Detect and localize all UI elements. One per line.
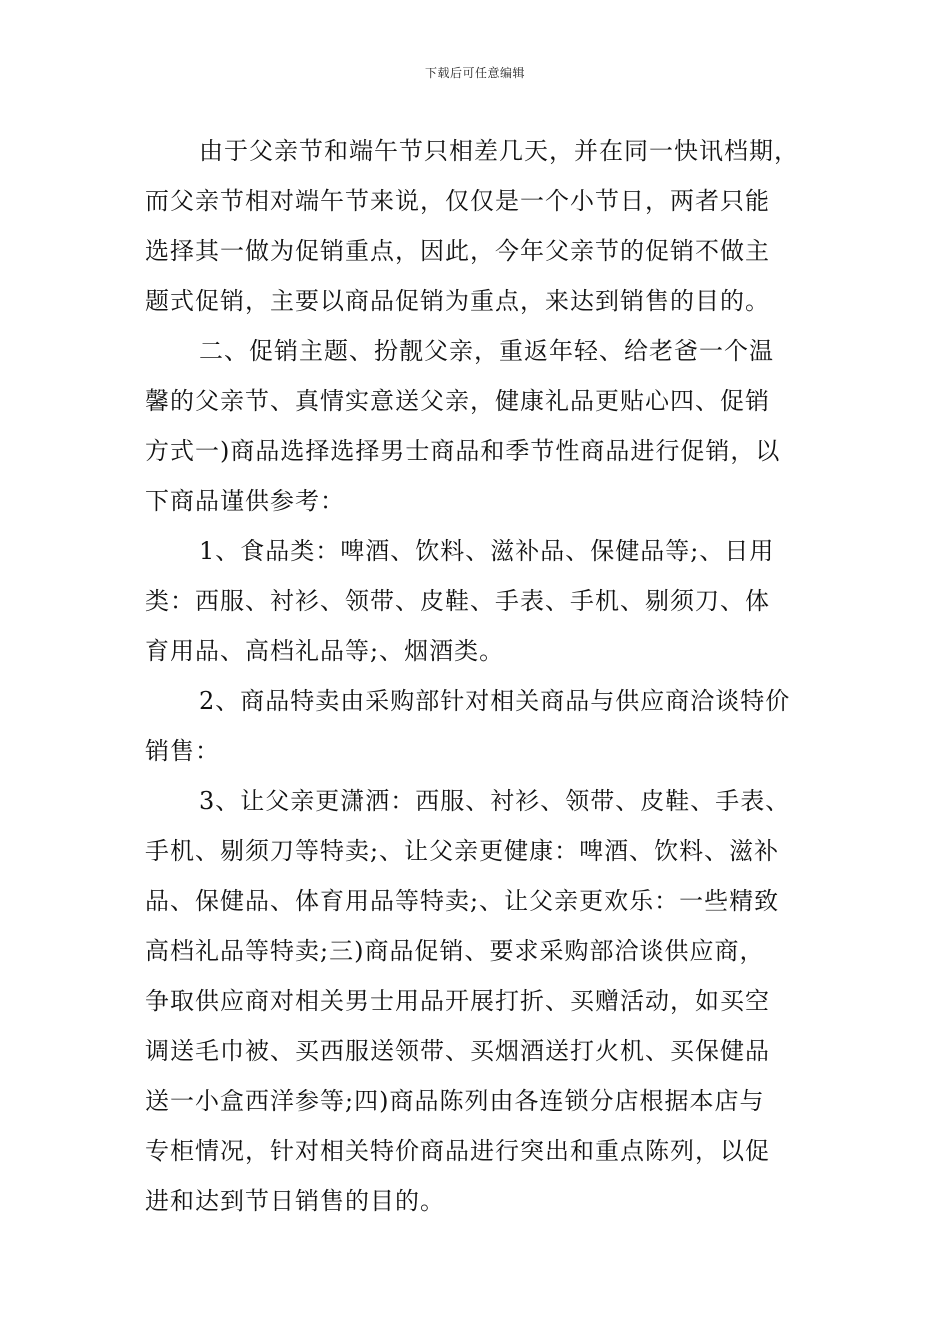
paragraph-line: 而父亲节相对端午节来说，仅仅是一个小节日，两者只能 bbox=[145, 187, 770, 215]
paragraph-line: 类：西服、衬衫、领带、皮鞋、手表、手机、剔须刀、体 bbox=[145, 587, 770, 615]
paragraph-line: 2、商品特卖由采购部针对相关商品与供应商洽谈特价 bbox=[199, 687, 791, 715]
document-body bbox=[145, 126, 811, 1226]
paragraph-line: 3、让父亲更潇洒：西服、衬衫、领带、皮鞋、手表、 bbox=[199, 787, 791, 815]
paragraph-line: 争取供应商对相关男士用品开展打折、买赠活动，如买空 bbox=[145, 987, 770, 1015]
paragraph-line: 馨的父亲节、真情实意送父亲，健康礼品更贴心四、促销 bbox=[145, 387, 770, 415]
paragraph-line: 下商品谨供参考： bbox=[145, 487, 345, 515]
page-header: 下载后可任意编辑 bbox=[424, 66, 525, 80]
paragraph-line: 销售： bbox=[145, 737, 220, 765]
paragraph-line: 调送毛巾被、买西服送领带、买烟酒送打火机、买保健品 bbox=[145, 1037, 770, 1065]
paragraph-line: 选择其一做为促销重点，因此，今年父亲节的促销不做主 bbox=[145, 237, 770, 265]
paragraph-line: 手机、剔须刀等特卖;、让父亲更健康：啤酒、饮料、滋补 bbox=[145, 837, 780, 865]
paragraph-line: 进和达到节日销售的目的。 bbox=[145, 1187, 445, 1215]
paragraph-line: 品、保健品、体育用品等特卖;、让父亲更欢乐：一些精致 bbox=[145, 887, 780, 915]
paragraph-line: 育用品、高档礼品等;、烟酒类。 bbox=[145, 637, 505, 665]
paragraph-line: 二、促销主题、扮靓父亲，重返年轻、给老爸一个温 bbox=[199, 337, 774, 365]
paragraph-line: 专柜情况，针对相关特价商品进行突出和重点陈列，以促 bbox=[145, 1137, 770, 1165]
paragraph-line: 1、食品类：啤酒、饮料、滋补品、保健品等;、日用 bbox=[199, 537, 775, 565]
paragraph-line: 高档礼品等特卖;三)商品促销、要求采购部洽谈供应商， bbox=[145, 937, 765, 965]
paragraph-line: 送一小盒西洋参等;四)商品陈列由各连锁分店根据本店与 bbox=[145, 1087, 765, 1115]
paragraph-line: 方式一)商品选择选择男士商品和季节性商品进行促销，以 bbox=[145, 437, 781, 465]
paragraph-line: 由于父亲节和端午节只相差几天，并在同一快讯档期， bbox=[199, 137, 799, 165]
paragraph-line: 题式促销，主要以商品促销为重点，来达到销售的目的。 bbox=[145, 287, 770, 315]
